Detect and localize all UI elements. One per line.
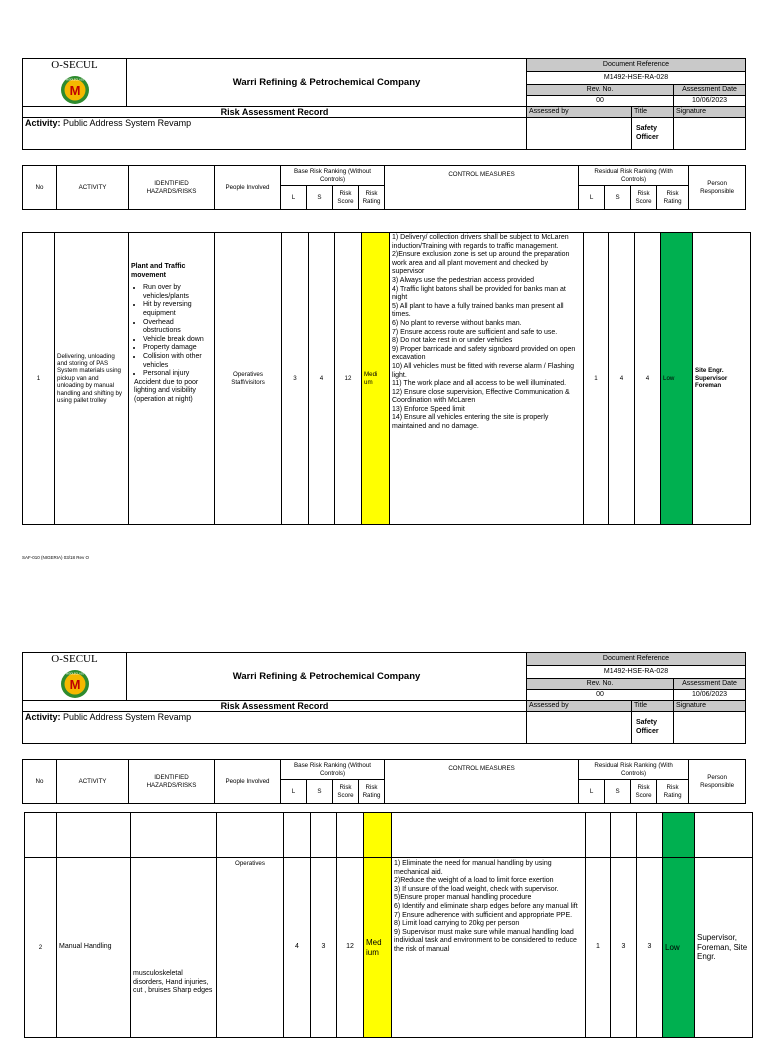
col-residual-ranking: Residual Risk Ranking (With Controls) bbox=[579, 760, 689, 780]
header-block-1 bbox=[22, 58, 746, 150]
assessed-by-label: Assessed by bbox=[527, 107, 632, 118]
row1-res-s: 4 bbox=[609, 233, 635, 525]
empty-cell bbox=[337, 813, 364, 858]
title-label: Title bbox=[632, 107, 674, 118]
signature-label: Signature bbox=[674, 107, 746, 118]
row1-people: Operatives Staff/visitors bbox=[215, 233, 282, 525]
col-base-s: S bbox=[307, 186, 333, 210]
rev-label: Rev. No. bbox=[527, 85, 674, 96]
col-person: Person Responsible bbox=[689, 166, 746, 210]
row2-res-score: 3 bbox=[637, 858, 663, 1038]
row2-activity: Manual Handling bbox=[57, 858, 131, 1038]
record-title: Risk Assessment Record bbox=[23, 701, 527, 712]
row2-base-l: 4 bbox=[284, 858, 311, 1038]
activity-cell bbox=[23, 118, 527, 150]
assessed-by-value bbox=[527, 118, 632, 150]
brand-name: O-SECUL bbox=[51, 59, 98, 71]
logo-cell bbox=[23, 653, 127, 701]
logo-ring-text: MIDDLECLASS bbox=[65, 78, 84, 82]
row2-people: Operatives bbox=[217, 858, 284, 1038]
company-name: Warri Refining & Petrochemical Company bbox=[127, 653, 527, 701]
col-res-s: S bbox=[605, 186, 631, 210]
row1-res-score: 4 bbox=[635, 233, 661, 525]
row1-hazard-item: • Run over by vehicles/plants bbox=[143, 284, 212, 301]
empty-cell bbox=[364, 813, 392, 858]
rev-value: 00 bbox=[527, 690, 674, 701]
row1-no: 1 bbox=[23, 233, 55, 525]
column-header-2 bbox=[22, 759, 746, 804]
col-base-ranking: Base Risk Ranking (Without Controls) bbox=[281, 760, 385, 780]
col-activity: ACTIVITY bbox=[57, 166, 129, 210]
row1-hazard-item: • Overhead obstructions bbox=[143, 319, 212, 336]
col-res-rating: Risk Rating bbox=[657, 780, 689, 804]
row1-hazard-extra: Accident due to poor lighting and visibility (operation at night) bbox=[134, 378, 199, 403]
risk-row-2 bbox=[24, 812, 753, 1038]
col-people: People Involved bbox=[215, 166, 281, 210]
rev-label: Rev. No. bbox=[527, 679, 674, 690]
col-hazards: IDENTIFIED HAZARDS/RISKS bbox=[129, 760, 215, 804]
empty-cell bbox=[311, 813, 337, 858]
col-base-l: L bbox=[281, 186, 307, 210]
doc-ref-label: Document Reference bbox=[527, 653, 746, 666]
empty-cell bbox=[637, 813, 663, 858]
rev-value: 00 bbox=[527, 96, 674, 107]
row2-res-rating: Low bbox=[663, 858, 695, 1038]
col-control: CONTROL MEASURES bbox=[385, 760, 579, 804]
col-res-s: S bbox=[605, 780, 631, 804]
header-block-2 bbox=[22, 652, 746, 744]
row1-person: Site Engr. Supervisor Foreman bbox=[693, 233, 751, 525]
empty-cell bbox=[57, 813, 131, 858]
empty-cell bbox=[131, 813, 217, 858]
doc-ref-label: Document Reference bbox=[527, 59, 746, 72]
col-res-l: L bbox=[579, 186, 605, 210]
row2-no: 2 bbox=[25, 858, 57, 1038]
date-value: 10/06/2023 bbox=[674, 690, 746, 701]
row2-hazards: musculoskeletal disorders, Hand injuries, cut , bruises Sharp edges bbox=[131, 858, 217, 1038]
date-value: 10/06/2023 bbox=[674, 96, 746, 107]
activity-label: Activity: bbox=[25, 118, 61, 128]
col-res-l: L bbox=[579, 780, 605, 804]
doc-ref-value: M1492-HSE-RA-028 bbox=[527, 666, 746, 679]
row1-controls: 1) Delivery/ collection drivers shall be subject to McLaren induction/Training with regards to traffic management. 2)Ensure exclusion zone is set up around the preparation work area and all plant movement and checked by supervisor 3) Always use the pedestrian access provided 4) Traffic light batons shall be provided for banks man at night 5) All plant to have a fully trained banks man present all times. 6) No plant to reverse without banks man. 7) Ensure access route are sufficient and safe to use. 8) Do not take rest in or under vehicles 9) Proper barricade and safety signboard provided on open excavation 10) All vehicles must be fitted with reverse alarm / Flashing light. 11) The work place and all access to be well illuminated. 12) Ensure close supervision, Effective Communication & Coordination with McLaren 13) Enforce Speed limit 14) Ensure all vehicles entering the site is properly maintained and no damage. bbox=[390, 233, 584, 525]
col-res-score: Risk Score bbox=[631, 780, 657, 804]
col-base-ranking: Base Risk Ranking (Without Controls) bbox=[281, 166, 385, 186]
title-label: Title bbox=[632, 701, 674, 712]
signature-label: Signature bbox=[674, 701, 746, 712]
company-logo-icon bbox=[60, 75, 90, 105]
assessed-by-value bbox=[527, 712, 632, 744]
brand-name: O-SECUL bbox=[51, 653, 98, 665]
col-people: People Involved bbox=[215, 760, 281, 804]
empty-cell bbox=[392, 813, 586, 858]
col-residual-ranking: Residual Risk Ranking (With Controls) bbox=[579, 166, 689, 186]
row1-hazard-item: • Vehicle break down bbox=[143, 336, 212, 345]
column-header-1 bbox=[22, 165, 746, 210]
row1-hazard-title: Plant and Traffic movement bbox=[131, 263, 186, 279]
date-label: Assessment Date bbox=[674, 679, 746, 690]
row2-base-rating: Med ium bbox=[364, 858, 392, 1038]
col-hazards: IDENTIFIED HAZARDS/RISKS bbox=[129, 166, 215, 210]
row1-base-s: 4 bbox=[309, 233, 335, 525]
col-base-score: Risk Score bbox=[333, 780, 359, 804]
empty-cell bbox=[284, 813, 311, 858]
empty-cell bbox=[586, 813, 611, 858]
row1-res-rating: Low bbox=[661, 233, 693, 525]
row2-base-s: 3 bbox=[311, 858, 337, 1038]
row2-controls: 1) Eliminate the need for manual handling by using mechanical aid. 2)Reduce the weight of a load to limit force exertion 3) If unsure of the load weight, check with supervisor. 5)Ensure proper manual handling procedure 6) Identify and eliminate sharp edges before any manual lift 7) Ensure adherence with sufficient and appropriate PPE. 8) Limit load carrying to 20kg per person 9) Supervisor must make sure while manual handling load individual task and environment to be considered to reduce the risk of manual bbox=[392, 858, 586, 1038]
col-base-rating: Risk Rating bbox=[359, 780, 385, 804]
row1-res-l: 1 bbox=[584, 233, 609, 525]
signature-value bbox=[674, 712, 746, 744]
logo-cell bbox=[23, 59, 127, 107]
col-base-l: L bbox=[281, 780, 307, 804]
row1-activity: Delivering, unloading and storing of PAS System materials using pickup van and unloading by manual handling and shifting by using pallet trolley bbox=[55, 233, 129, 525]
empty-cell bbox=[663, 813, 695, 858]
row1-hazard-item: • Personal injury bbox=[143, 370, 212, 379]
assessed-by-label: Assessed by bbox=[527, 701, 632, 712]
col-person: Person Responsible bbox=[689, 760, 746, 804]
col-activity: ACTIVITY bbox=[57, 760, 129, 804]
logo-letter: M bbox=[69, 83, 80, 98]
empty-cell bbox=[217, 813, 284, 858]
row1-hazard-item: • Hit by reversing equipment bbox=[143, 301, 212, 318]
company-name: Warri Refining & Petrochemical Company bbox=[127, 59, 527, 107]
col-res-score: Risk Score bbox=[631, 186, 657, 210]
title-value: Safety Officer bbox=[632, 712, 674, 744]
col-base-s: S bbox=[307, 780, 333, 804]
row2-res-s: 3 bbox=[611, 858, 637, 1038]
row1-base-l: 3 bbox=[282, 233, 309, 525]
logo-ring-text: MIDDLECLASS bbox=[65, 672, 84, 676]
date-label: Assessment Date bbox=[674, 85, 746, 96]
empty-cell bbox=[695, 813, 753, 858]
activity-cell bbox=[23, 712, 527, 744]
company-logo-icon bbox=[60, 669, 90, 699]
row2-person: Supervisor, Foreman, Site Engr. bbox=[695, 858, 753, 1038]
row1-hazard-item: • Property damage bbox=[143, 344, 212, 353]
record-title: Risk Assessment Record bbox=[23, 107, 527, 118]
title-value: Safety Officer bbox=[632, 118, 674, 150]
col-no: No bbox=[23, 166, 57, 210]
row1-hazards bbox=[129, 233, 215, 525]
row1-base-score: 12 bbox=[335, 233, 362, 525]
activity-label: Activity: bbox=[25, 712, 61, 722]
logo-letter: M bbox=[69, 677, 80, 692]
row1-base-rating: Medi um bbox=[362, 233, 390, 525]
col-base-rating: Risk Rating bbox=[359, 186, 385, 210]
footer-code: SAF-010 (NIGERIA) 03/18 Rev O bbox=[22, 555, 90, 560]
empty-cell bbox=[25, 813, 57, 858]
col-no: No bbox=[23, 760, 57, 804]
doc-ref-value: M1492-HSE-RA-028 bbox=[527, 72, 746, 85]
risk-row-1 bbox=[22, 232, 751, 525]
row1-hazard-item: • Collision with other vehicles bbox=[143, 353, 212, 370]
signature-value bbox=[674, 118, 746, 150]
row2-res-l: 1 bbox=[586, 858, 611, 1038]
col-control: CONTROL MEASURES bbox=[385, 166, 579, 210]
empty-cell bbox=[611, 813, 637, 858]
row2-base-score: 12 bbox=[337, 858, 364, 1038]
activity-value: Public Address System Revamp bbox=[63, 118, 192, 128]
col-base-score: Risk Score bbox=[333, 186, 359, 210]
col-res-rating: Risk Rating bbox=[657, 186, 689, 210]
activity-value: Public Address System Revamp bbox=[63, 712, 192, 722]
